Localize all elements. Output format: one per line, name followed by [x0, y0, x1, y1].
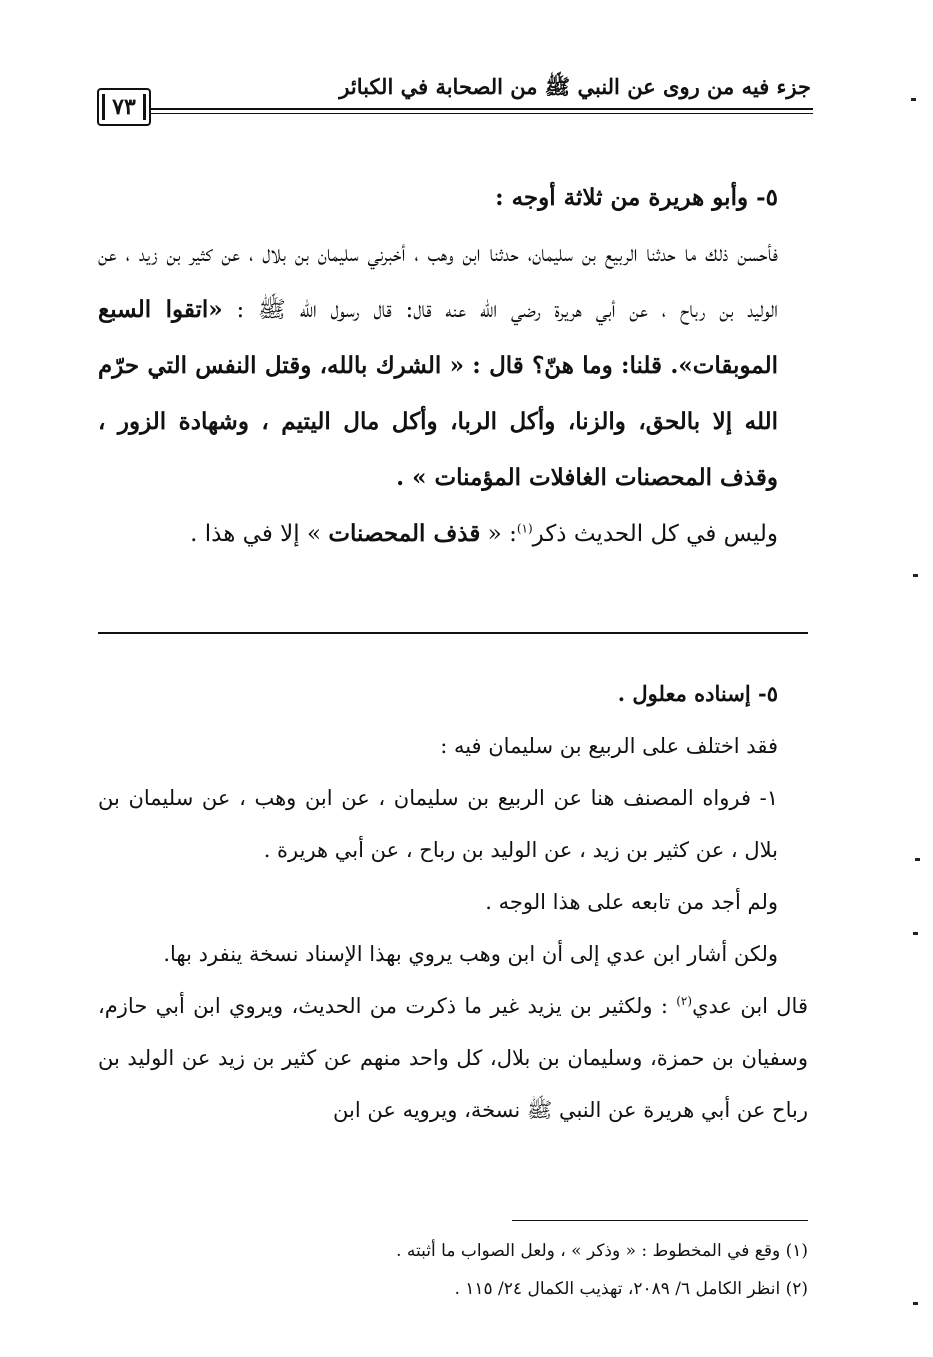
page-number: ٧٣ [97, 88, 151, 126]
note-text-a: وليس في كل الحديث ذكر [532, 521, 778, 547]
note-quote: قذف المحصنات [328, 520, 481, 547]
section-divider [98, 632, 808, 634]
footnote-ref-1: (١) [516, 521, 533, 536]
quote-text: : ولكثير بن يزيد غير ما ذكرت من الحديث، ويروي ابن أبي حازم، وسفيان بن حمزة، وسليمان بن بلال، كل واحد منهم عن كثير بن زيد عن الوليد بن رباح عن أبي هريرة عن النبي ﷺ نسخة، ويرويه عن ابن [98, 994, 808, 1122]
note-paragraph [98, 506, 808, 562]
main-text [98, 170, 808, 562]
footnote-2: (٢) انظر الكامل ٦/ ٢٠٨٩، تهذيب الكمال ٢٤/ ١١٥ . [454, 1279, 808, 1299]
section-heading: ٥- وأبو هريرة من ثلاثة أوجه : [495, 184, 778, 211]
quote-intro: قال ابن عدي [692, 994, 808, 1018]
scan-speck [913, 932, 918, 935]
commentary-text [98, 668, 808, 1136]
commentary-paragraph: ١- فرواه المصنف هنا عن الربيع بن سليمان ، عن ابن وهب ، عن سليمان بن بلال ، عن كثير بن زيد ، عن الوليد بن رباح ، عن أبي هريرة . [98, 786, 778, 862]
header-rule-thin [150, 113, 813, 114]
note-text-d: » إلا في هذا . [190, 521, 329, 547]
hadith-paragraph [98, 226, 808, 506]
commentary-heading: ٥- إسناده معلول . [617, 681, 778, 706]
hadith-matn: «اتقوا السبع الموبقات». قلنا: وما هنّ؟ قال : « الشرك بالله، وقتل النفس التي حرّم الله إلا بالحق، والزنا، وأكل الربا، وأكل مال اليتيم ، وشهادة الزور ، وقذف المحصنات الغافلات المؤمنات » . [98, 296, 778, 491]
footnote-rule [512, 1220, 808, 1221]
footnotes [300, 1232, 808, 1308]
scan-speck [913, 1302, 918, 1305]
header-rule [150, 108, 813, 110]
commentary-paragraph: ولم أجد من تابعه على هذا الوجه . [485, 890, 778, 914]
note-text-b: : « [480, 521, 517, 547]
commentary-line: فقد اختلف على الربيع بن سليمان فيه : [440, 734, 778, 758]
running-header-title: جزء فيه من روى عن النبي ﷺ من الصحابة في الكبائر [339, 74, 811, 99]
commentary-paragraph: ولكن أشار ابن عدي إلى أن ابن وهب يروي بهذا الإسناد نسخة ينفرد بها. [163, 942, 778, 966]
isnad-text: فأحسن ذلك ما حدثنا الربيع بن سليمان، حدثنا ابن وهب ، أخبرني سليمان بن بلال ، عن كثير بن زيد ، عن الوليد بن رباح ، عن أبي هريرة رضي الله عنه قال: قال رسول الله ﷺ : [98, 241, 778, 323]
scan-speck [913, 574, 918, 577]
footnote-1: (١) وقع في المخطوط : « وذكر » ، ولعل الصواب ما أثبته . [396, 1241, 808, 1261]
scan-speck [911, 98, 916, 101]
commentary-paragraph [98, 980, 808, 1136]
footnote-ref-2: (٢) [676, 994, 693, 1008]
scan-speck [915, 858, 920, 861]
